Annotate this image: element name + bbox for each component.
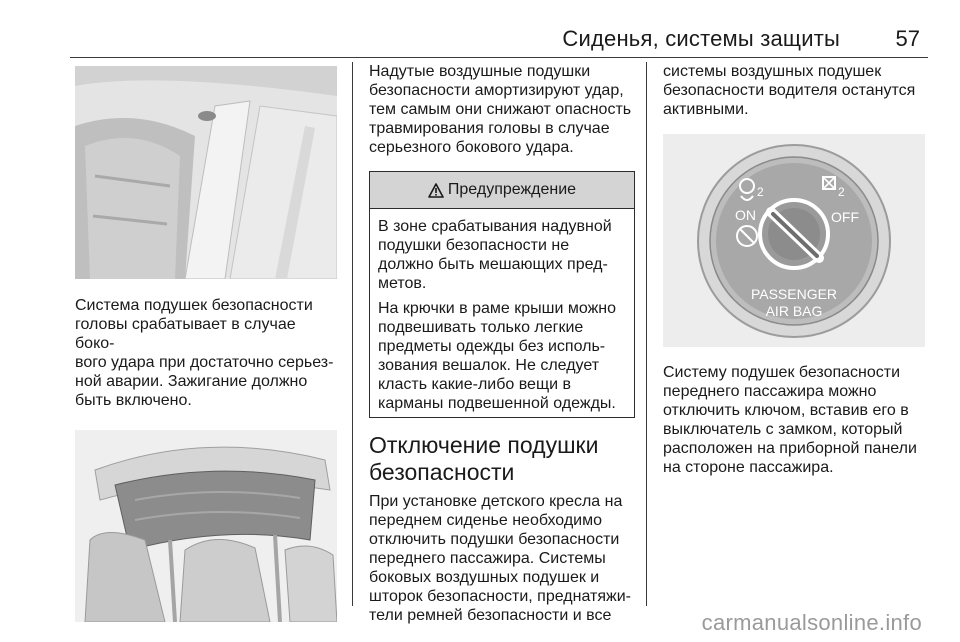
text-line: травмирования головы в случае xyxy=(369,120,610,137)
column-3-intro xyxy=(663,62,925,119)
text-line: безопасности водителя останутся xyxy=(663,82,916,99)
text-line: отключить ключом, вставив его в xyxy=(663,402,909,419)
text-line: В зоне срабатывания надувной xyxy=(378,218,612,235)
section-heading xyxy=(369,432,635,486)
warning-box xyxy=(369,171,635,418)
column-divider-1 xyxy=(352,62,353,606)
text-line: должно быть мешающих пред- xyxy=(378,256,608,273)
switch-digit-left: 2 xyxy=(757,185,764,199)
text-line: боковых воздушных подушек и xyxy=(369,569,600,586)
warning-header xyxy=(370,172,634,209)
column-1-text xyxy=(75,296,337,410)
text-line: тем самым они снижают опасность xyxy=(369,101,632,118)
car-interior-image xyxy=(75,430,337,622)
column-2-body xyxy=(369,492,635,625)
column-divider-2 xyxy=(646,62,647,606)
column-2 xyxy=(369,62,635,625)
text-line: выключатель с замком, который xyxy=(663,421,903,438)
text-line: вого удара при достаточно серьез- xyxy=(75,354,334,371)
warning-para-1 xyxy=(378,217,626,293)
column-3 xyxy=(663,62,925,477)
text-line: быть включено. xyxy=(75,392,192,409)
curtain-airbag-illustration xyxy=(75,430,337,622)
text-line: Система подушек безопасности xyxy=(75,297,313,314)
text-line: Надутые воздушные подушки xyxy=(369,63,591,80)
text-line: Систему подушек безопасности xyxy=(663,364,901,381)
text-line: переднем сиденье необходимо xyxy=(369,512,603,529)
text-line: предметы одежды без исполь- xyxy=(378,338,606,355)
text-line: класть какие-либо вещи в xyxy=(378,376,571,393)
text-line: При установке детского кресла на xyxy=(369,493,623,510)
warning-triangle-icon xyxy=(428,183,444,198)
page-number: 57 xyxy=(895,26,920,51)
text-line: зования вешалок. Не следует xyxy=(378,357,600,374)
airbag-switch-illustration xyxy=(663,134,925,347)
header-rule xyxy=(70,57,928,58)
text-line: безопасности амортизируют удар, xyxy=(369,82,624,99)
heading-line: Отключение подушки xyxy=(369,432,599,458)
column-3-caption xyxy=(663,363,925,477)
switch-label-passenger: PASSENGER xyxy=(750,286,838,302)
text-line: ной аварии. Зажигание должно xyxy=(75,373,308,390)
text-line: на стороне пассажира. xyxy=(663,459,834,476)
heading-line: безопасности xyxy=(369,459,515,485)
text-line: метов. xyxy=(378,275,427,292)
text-line: тели ремней безопасности и все xyxy=(369,607,612,624)
column-1 xyxy=(75,62,337,622)
warning-body xyxy=(370,209,634,417)
text-line: переднего пассажира. Системы xyxy=(369,550,606,567)
warning-title: Предупреждение xyxy=(447,181,577,198)
text-line: головы срабатывает в случае боко- xyxy=(75,316,296,352)
text-line: На крючки в раме крыши можно xyxy=(378,300,617,317)
text-line: шторок безопасности, преднатяжи- xyxy=(369,588,631,605)
text-line: подвешивать только легкие xyxy=(378,319,584,336)
text-line: переднего пассажира можно xyxy=(663,383,877,400)
switch-label-on: ON xyxy=(735,207,756,223)
text-line: активными. xyxy=(663,101,749,118)
airbag-key-switch-image xyxy=(663,134,925,347)
text-line: системы воздушных подушек xyxy=(663,63,882,80)
page-title: Сиденья, системы защиты xyxy=(562,26,840,51)
text-line: расположен на приборной панели xyxy=(663,440,917,457)
switch-label-airbag: AIR BAG xyxy=(765,303,823,319)
text-line: отключить подушки безопасности xyxy=(369,531,620,548)
warning-para-2 xyxy=(378,299,626,413)
column-2-intro xyxy=(369,62,635,157)
watermark: carmanualsonline.info xyxy=(701,610,922,635)
page-header xyxy=(0,0,960,60)
car-pillar-image xyxy=(75,66,337,279)
head-airbag-illustration xyxy=(75,66,337,279)
switch-digit-right: 2 xyxy=(838,185,845,199)
text-line: карманы подвешенной одежды. xyxy=(378,395,616,412)
switch-label-off: OFF xyxy=(831,209,859,225)
text-line: серьезного бокового удара. xyxy=(369,139,574,156)
text-line: подушки безопасности не xyxy=(378,237,570,254)
